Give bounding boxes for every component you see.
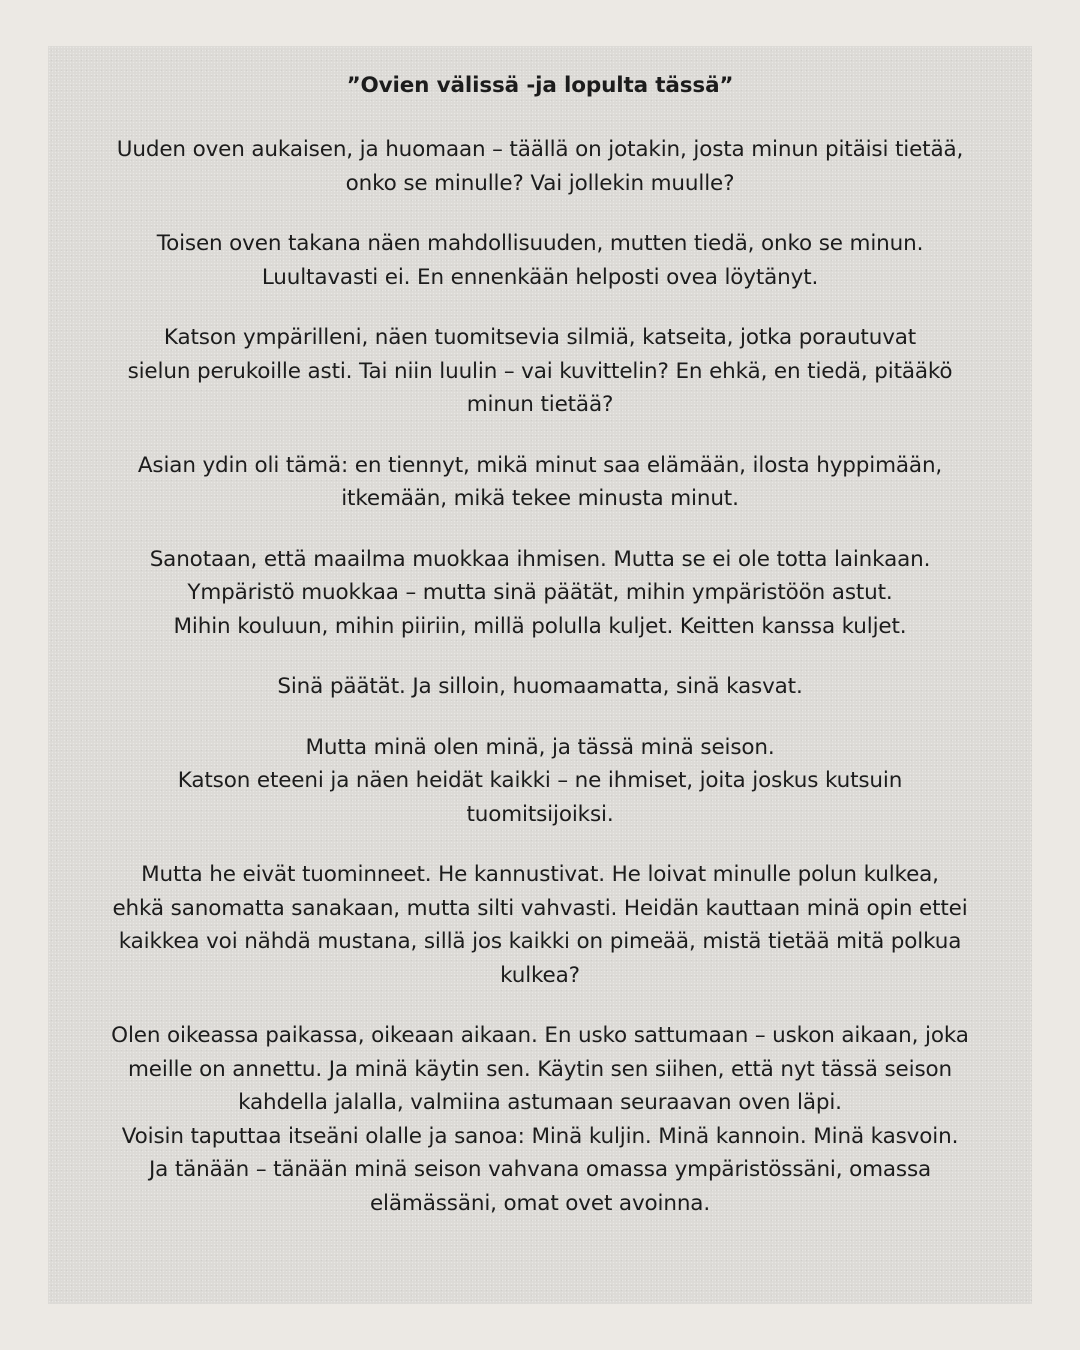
poem-line: Uuden oven aukaisen, ja huomaan – täällä on jotakin, josta minun pitäisi tietää, xyxy=(116,137,964,162)
poem-line: itkemään, mikä tekee minusta minut. xyxy=(341,486,739,511)
poem-line: ehkä sanomatta sanakaan, mutta silti vahvasti. Heidän kauttaan minä opin ettei xyxy=(112,895,968,921)
poem-card xyxy=(48,46,1032,1304)
stanza-8 xyxy=(48,831,1032,992)
poem-line: kaikkea voi nähdä mustana, sillä jos kaikki on pimeää, mistä tietää mitä polkua xyxy=(118,929,962,954)
poem-line: Luultavasti ei. En ennenkään helposti ovea löytänyt. xyxy=(261,264,819,290)
stanza-7 xyxy=(48,704,1032,832)
poem-line: kahdella jalalla, valmiina astumaan seuraavan oven läpi. xyxy=(238,1090,842,1115)
poem-title: ”Ovien välissä -ja lopulta tässä” xyxy=(346,73,734,98)
poem-line: Mutta he eivät tuominneet. He kannustivat. He loivat minulle polun kulkea, xyxy=(141,862,939,887)
stanza-4 xyxy=(48,422,1032,516)
poem-line: Voisin taputtaa itseäni olalle ja sanoa: Minä kuljin. Minä kannoin. Minä kasvoin. xyxy=(121,1123,959,1149)
poem-line: Sinä päätät. Ja silloin, huomaamatta, sinä kasvat. xyxy=(277,674,803,699)
stanza-9 xyxy=(48,992,1032,1220)
poem-line: minun tietää? xyxy=(466,392,614,417)
poem-body xyxy=(48,66,1032,1220)
stanza-2 xyxy=(48,200,1032,294)
poem-line: Ympäristö muokkaa – mutta sinä päätät, mihin ympäristöön astut. xyxy=(187,580,893,605)
poem-line: tuomitsijoiksi. xyxy=(466,801,614,827)
poem-line: Mutta minä olen minä, ja tässä minä seison. xyxy=(305,734,775,760)
stanza-1 xyxy=(48,106,1032,200)
poem-line: Katson ympärilleni, näen tuomitsevia silmiä, katseita, jotka porautuvat xyxy=(163,325,917,350)
stanza-5 xyxy=(48,516,1032,644)
poem-line: onko se minulle? Vai jollekin muulle? xyxy=(345,170,735,196)
poem-line: Asian ydin oli tämä: en tiennyt, mikä minut saa elämään, ilosta hyppimään, xyxy=(137,452,943,478)
poem-line: Ja tänään – tänään minä seison vahvana omassa ympäristössäni, omassa xyxy=(148,1157,932,1182)
poem-line: kulkea? xyxy=(500,962,580,988)
poem-line: Katson eteeni ja näen heidät kaikki – ne ihmiset, joita joskus kutsuin xyxy=(177,768,903,793)
poem-line: Sanotaan, että maailma muokkaa ihmisen. Mutta se ei ole totta lainkaan. xyxy=(149,546,931,572)
poem-line: Mihin kouluun, mihin piiriin, millä polulla kuljet. Keitten kanssa kuljet. xyxy=(173,613,907,639)
stanza-6 xyxy=(48,643,1032,704)
poem-line: sielun perukoille asti. Tai niin luulin – vai kuvittelin? En ehkä, en tiedä, pitääkö xyxy=(127,358,953,384)
stanza-3 xyxy=(48,294,1032,422)
poem-line: meille on annettu. Ja minä käytin sen. Käytin sen siihen, että nyt tässä seison xyxy=(128,1056,952,1082)
poem-line: Toisen oven takana näen mahdollisuuden, mutten tiedä, onko se minun. xyxy=(156,231,924,256)
poem-line: elämässäni, omat ovet avoinna. xyxy=(369,1190,711,1216)
poem-line: Olen oikeassa paikassa, oikeaan aikaan. En usko sattumaan – uskon aikaan, joka xyxy=(111,1023,969,1048)
